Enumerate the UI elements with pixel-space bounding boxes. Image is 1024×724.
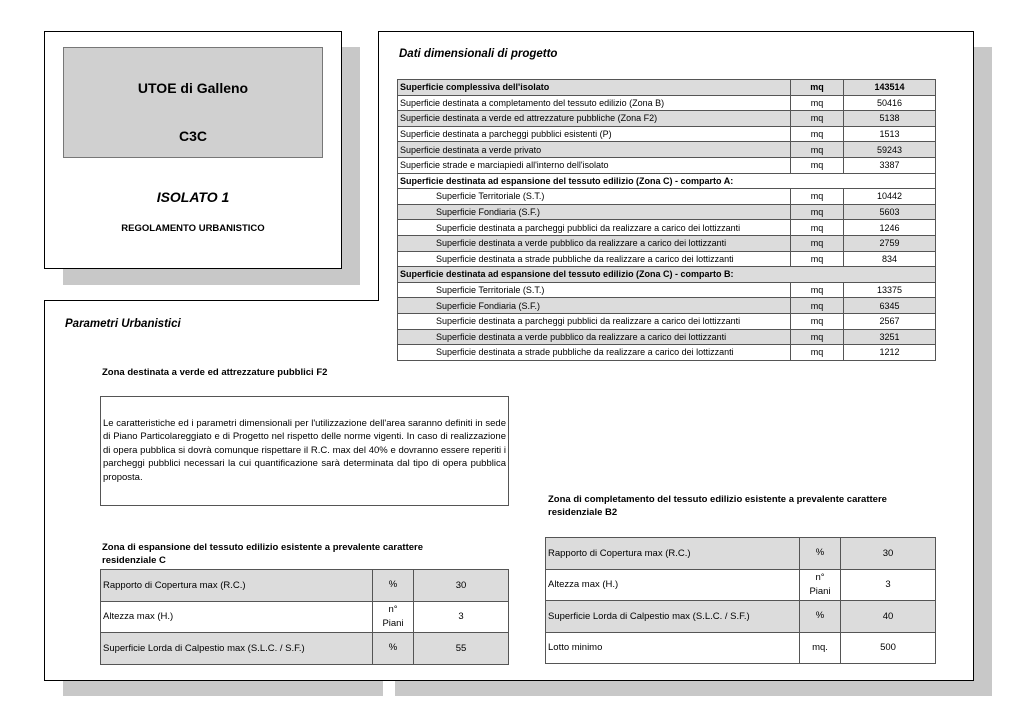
- row-unit: mq: [791, 204, 844, 220]
- param-value: 40: [841, 601, 936, 633]
- row-unit: mq: [791, 345, 844, 361]
- row-unit: mq: [791, 235, 844, 251]
- zona-f2-text: Le caratteristiche ed i parametri dimensionali per l'utilizzazione dell'area saranno definiti in sede di Piano Particolareggiato e di Progetto nel rispetto delle norme vigenti. In caso di realizzazione di opera pubblica si dovrà comunque rispettare il R.C. max del 40% e dovranno essere reperiti i parcheggi pubblici necessari la cui quantificazione sarà determinata dal tipo di opera pubblica proposta.: [100, 396, 509, 506]
- row-unit: mq: [791, 298, 844, 314]
- row-label: Superficie destinata a strade pubbliche da realizzare a carico dei lottizzanti: [398, 251, 791, 267]
- row-label: Superficie destinata a completamento del tessuto edilizio (Zona B): [398, 95, 791, 111]
- param-label: Altezza max (H.): [101, 601, 373, 633]
- param-value: 3: [414, 601, 509, 633]
- zona-c-label: Zona di espansione del tessuto edilizio esistente a prevalente carattere residenziale C: [102, 542, 423, 566]
- row-value: 59243: [844, 142, 936, 158]
- param-label: Rapporto di Copertura max (R.C.): [101, 570, 373, 602]
- param-unit: n° Piani: [373, 601, 414, 633]
- param-unit: %: [373, 633, 414, 665]
- row-value: 3387: [844, 157, 936, 173]
- regolamento-label: REGOLAMENTO URBANISTICO: [121, 223, 265, 234]
- table-row: [101, 570, 509, 602]
- row-label: Superficie destinata a verde pubblico da realizzare a carico dei lottizzanti: [398, 329, 791, 345]
- row-value: 3251: [844, 329, 936, 345]
- row-value: 5603: [844, 204, 936, 220]
- row-label: Superficie destinata a parcheggi pubblici esistenti (P): [398, 126, 791, 142]
- zona-b2-label: Zona di completamento del tessuto edilizio esistente a prevalente carattere residenziale B2: [548, 494, 887, 518]
- row-value: 143514: [844, 80, 936, 96]
- table-row: [101, 633, 509, 665]
- row-label: Superficie destinata a parcheggi pubblici da realizzare a carico dei lottizzanti: [398, 313, 791, 329]
- row-label: Superficie Territoriale (S.T.): [398, 189, 791, 205]
- row-unit: mq: [791, 111, 844, 127]
- param-unit: %: [800, 601, 841, 633]
- param-label: Altezza max (H.): [546, 569, 800, 601]
- param-value: 30: [414, 570, 509, 602]
- zona-c-table: [100, 569, 509, 665]
- bottom-panel-top-line: [44, 300, 379, 301]
- row-unit: mq: [791, 282, 844, 298]
- row-unit: mq: [791, 313, 844, 329]
- row-value: 1513: [844, 126, 936, 142]
- zona-f2-label: Zona destinata a verde ed attrezzature pubblici F2: [102, 367, 328, 378]
- row-label: Superficie Fondiaria (S.F.): [398, 204, 791, 220]
- table-row: [398, 189, 936, 205]
- row-value: 1212: [844, 345, 936, 361]
- table-row: [398, 126, 936, 142]
- utoe-title: UTOE di Galleno: [137, 80, 249, 96]
- row-value: 13375: [844, 282, 936, 298]
- row-label: Superficie destinata a verde pubblico da realizzare a carico dei lottizzanti: [398, 235, 791, 251]
- row-unit: mq: [791, 157, 844, 173]
- table-row: [398, 345, 936, 361]
- row-label: Superficie destinata a strade pubbliche da realizzare a carico dei lottizzanti: [398, 345, 791, 361]
- table-row: [398, 251, 936, 267]
- table-row: [398, 157, 936, 173]
- table-row: [546, 569, 936, 601]
- title-box: [63, 47, 323, 158]
- row-unit: mq: [791, 251, 844, 267]
- table-row: [398, 282, 936, 298]
- table-row: [546, 601, 936, 633]
- table-row: [546, 632, 936, 664]
- table-row: [546, 538, 936, 570]
- row-value: 2759: [844, 235, 936, 251]
- table-row: [398, 313, 936, 329]
- param-value: 55: [414, 633, 509, 665]
- dati-section-title: Dati dimensionali di progetto: [399, 48, 558, 60]
- row-value: 5138: [844, 111, 936, 127]
- table-row: [398, 235, 936, 251]
- row-label: Superficie strade e marciapiedi all'interno dell'isolato: [398, 157, 791, 173]
- param-value: 30: [841, 538, 936, 570]
- table-row: [398, 220, 936, 236]
- row-value: 1246: [844, 220, 936, 236]
- param-value: 3: [841, 569, 936, 601]
- row-value: 10442: [844, 189, 936, 205]
- zona-b2-table: [545, 537, 936, 664]
- param-label: Lotto minimo: [546, 632, 800, 664]
- param-label: Superficie Lorda di Calpestio max (S.L.C. / S.F.): [101, 633, 373, 665]
- row-label: Superficie destinata a verde privato: [398, 142, 791, 158]
- row-unit: mq: [791, 220, 844, 236]
- row-unit: mq: [791, 142, 844, 158]
- table-row: [398, 111, 936, 127]
- row-value: 6345: [844, 298, 936, 314]
- table-row: [398, 80, 936, 96]
- table-row: [398, 204, 936, 220]
- param-unit: n° Piani: [800, 569, 841, 601]
- comparto-b-header: [398, 267, 936, 283]
- dati-table: [397, 79, 936, 361]
- table-row: [398, 298, 936, 314]
- param-unit: %: [373, 570, 414, 602]
- param-unit: mq.: [800, 632, 841, 664]
- row-value: 2567: [844, 313, 936, 329]
- table-row: [398, 329, 936, 345]
- row-unit: mq: [791, 189, 844, 205]
- param-value: 500: [841, 632, 936, 664]
- row-unit: mq: [791, 126, 844, 142]
- row-unit: mq: [791, 80, 844, 96]
- row-value: 50416: [844, 95, 936, 111]
- row-label: Superficie complessiva dell'isolato: [398, 80, 791, 96]
- isolato-title: ISOLATO 1: [156, 189, 230, 205]
- comparto-a-header: [398, 173, 936, 189]
- zone-code: C3C: [178, 128, 207, 144]
- param-unit: %: [800, 538, 841, 570]
- row-label: Superficie Territoriale (S.T.): [398, 282, 791, 298]
- comparto-b-title: Superficie destinata ad espansione del tessuto edilizio (Zona C) - comparto B:: [398, 267, 936, 283]
- param-label: Rapporto di Copertura max (R.C.): [546, 538, 800, 570]
- table-row: [101, 601, 509, 633]
- row-label: Superficie Fondiaria (S.F.): [398, 298, 791, 314]
- row-unit: mq: [791, 329, 844, 345]
- table-row: [398, 95, 936, 111]
- right-panel-left-line: [378, 31, 379, 301]
- param-label: Superficie Lorda di Calpestio max (S.L.C. / S.F.): [546, 601, 800, 633]
- row-value: 834: [844, 251, 936, 267]
- comparto-a-title: Superficie destinata ad espansione del tessuto edilizio (Zona C) - comparto A:: [398, 173, 936, 189]
- row-label: Superficie destinata a verde ed attrezzature pubbliche (Zona F2): [398, 111, 791, 127]
- row-unit: mq: [791, 95, 844, 111]
- parametri-section-title: Parametri Urbanistici: [65, 318, 181, 330]
- table-row: [398, 142, 936, 158]
- row-label: Superficie destinata a parcheggi pubblici da realizzare a carico dei lottizzanti: [398, 220, 791, 236]
